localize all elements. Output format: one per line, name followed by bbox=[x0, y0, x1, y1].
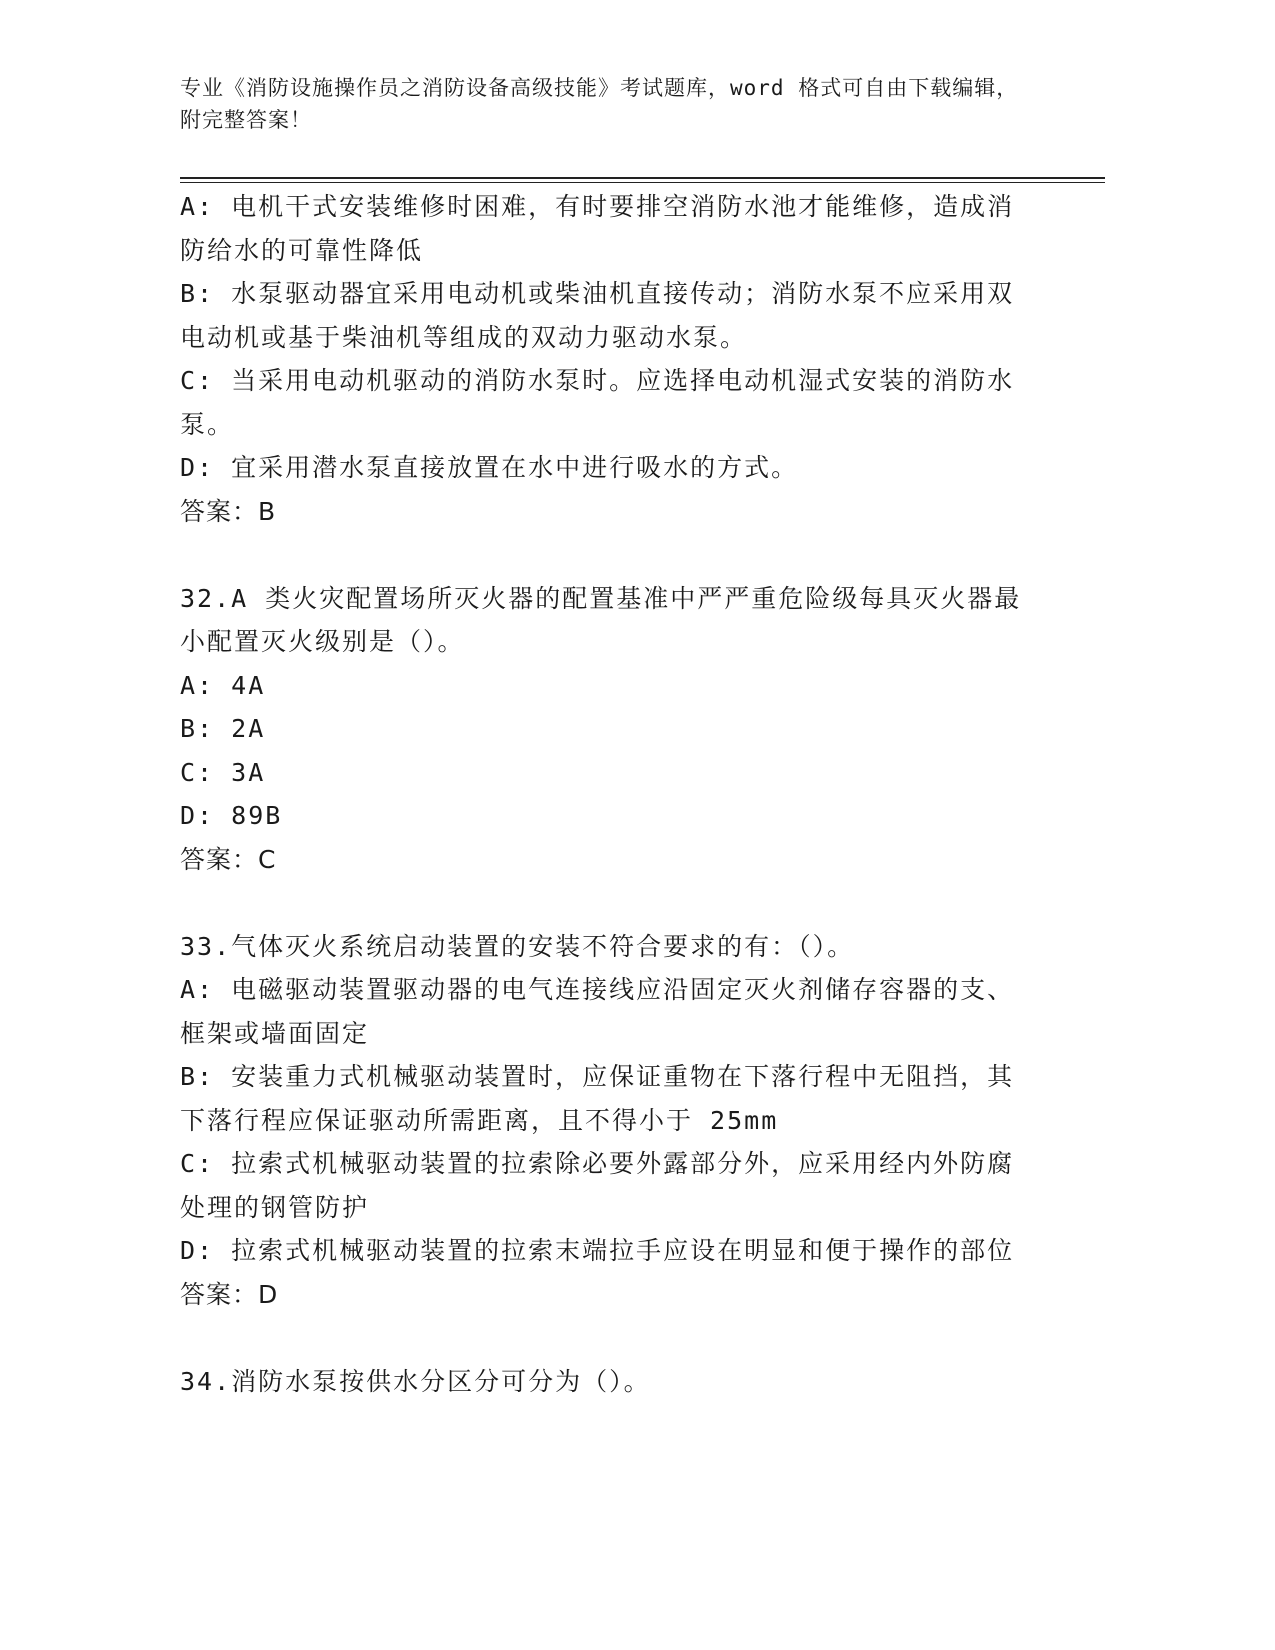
option-b: B: 2A bbox=[180, 714, 266, 743]
block-spacer bbox=[180, 1316, 1030, 1360]
question-text: 33.气体灭火系统启动装置的安装不符合要求的有：（）。 bbox=[180, 931, 855, 961]
answer-label: 答案：C bbox=[180, 844, 277, 874]
option-b: B: 安装重力式机械驱动装置时，应保证重物在下落行程中无阻挡，其下落行程应保证驱动所需距离，且不得小于 25mm bbox=[180, 1062, 1015, 1135]
question-block bbox=[180, 577, 1030, 882]
question-text: 32.A 类火灾配置场所灭火器的配置基准中严严重危险级每具灭火器最小配置灭火级别是（）。 bbox=[180, 583, 1022, 656]
answer-label: 答案：D bbox=[180, 1279, 279, 1309]
question-block bbox=[180, 925, 1030, 1317]
question-list bbox=[180, 185, 1030, 1403]
header-divider-thin bbox=[180, 182, 1105, 183]
option-b: B: 水泵驱动器宜采用电动机或柴油机直接传动；消防水泵不应采用双电动机或基于柴油机等组成的双动力驱动水泵。 bbox=[180, 279, 1015, 352]
option-d: D: 拉索式机械驱动装置的拉索末端拉手应设在明显和便于操作的部位 bbox=[180, 1236, 1015, 1265]
option-d: D: 89B bbox=[180, 801, 283, 830]
question-block bbox=[180, 185, 1030, 533]
option-a: A: 电机干式安装维修时困难，有时要排空消防水池才能维修，造成消防给水的可靠性降低 bbox=[180, 192, 1015, 265]
block-spacer bbox=[180, 533, 1030, 577]
option-a: A: 4A bbox=[180, 670, 266, 700]
question-text: 34.消防水泵按供水分区分可分为（）。 bbox=[180, 1366, 651, 1396]
block-spacer bbox=[180, 881, 1030, 925]
option-c: C: 3A bbox=[180, 757, 266, 787]
answer-label: 答案：B bbox=[180, 496, 277, 526]
header-divider-thick bbox=[180, 177, 1105, 179]
option-d: D: 宜采用潜水泵直接放置在水中进行吸水的方式。 bbox=[180, 453, 799, 482]
option-c: C: 拉索式机械驱动装置的拉索除必要外露部分外，应采用经内外防腐处理的钢管防护 bbox=[180, 1149, 1015, 1222]
option-c: C: 当采用电动机驱动的消防水泵时。应选择电动机湿式安装的消防水泵。 bbox=[180, 366, 1015, 439]
question-block bbox=[180, 1360, 1030, 1404]
page-header: 专业《消防设施操作员之消防设备高级技能》考试题库，word 格式可自由下载编辑，附完整答案！ bbox=[180, 76, 1019, 132]
option-a: A: 电磁驱动装置驱动器的电气连接线应沿固定灭火剂储存容器的支、框架或墙面固定 bbox=[180, 975, 1015, 1048]
